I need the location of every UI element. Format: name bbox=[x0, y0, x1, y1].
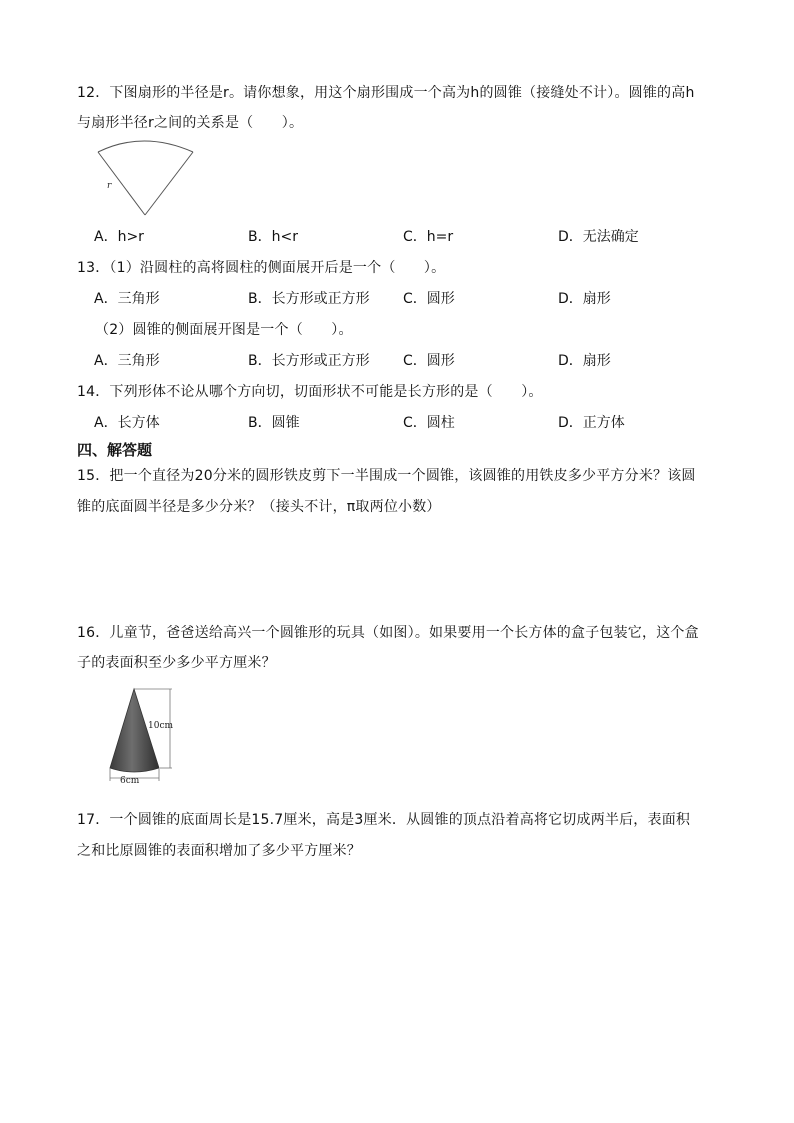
q13-part2-option-d: D．扇形 bbox=[558, 353, 611, 369]
section-heading: 四、解答题 bbox=[77, 441, 153, 459]
q13-part2-text: （2）圆锥的侧面展开图是一个（ ）。 bbox=[95, 322, 353, 338]
q15-text-line1: 15．把一个直径为20分米的圆形铁皮剪下一半围成一个圆锥，该圆锥的用铁皮多少平方分米？该圆 bbox=[77, 468, 696, 484]
q14-option-d: D．正方体 bbox=[558, 415, 625, 431]
q13-part2-option-a: A．三角形 bbox=[94, 353, 160, 369]
q13-part1-option-c: C．圆形 bbox=[403, 291, 455, 307]
q14-option-a: A．长方体 bbox=[94, 415, 160, 431]
q14-option-b: B．圆锥 bbox=[248, 415, 300, 431]
q13-part2-option-b: B．长方形或正方形 bbox=[248, 353, 370, 369]
q12-text-line1: 12．下图扇形的半径是r。请你想象，用这个扇形围成一个高为h的圆锥（接缝处不计）。圆锥的高h bbox=[77, 85, 695, 101]
q17-text-line1: 17．一个圆锥的底面周长是15.7厘米，高是3厘米．从圆锥的顶点沿着高将它切成两半后，表面积 bbox=[77, 812, 691, 828]
sector-arc bbox=[98, 141, 193, 152]
q13-part1-option-b: B．长方形或正方形 bbox=[248, 291, 370, 307]
q16-text-line1: 16．儿童节，爸爸送给高兴一个圆锥形的玩具（如图）。如果要用一个长方体的盒子包装它，这个盒 bbox=[77, 625, 699, 641]
q13-part1-option-a: A．三角形 bbox=[94, 291, 160, 307]
q15-text-line2: 锥的底面圆半径是多少分米？（接头不计，π取两位小数） bbox=[77, 499, 441, 515]
cone-height-label: 10cm bbox=[148, 721, 174, 731]
q12-option-d: D．无法确定 bbox=[558, 229, 639, 245]
cone-figure bbox=[104, 686, 194, 784]
q12-option-b: B．h<r bbox=[248, 229, 298, 245]
cone-base-label: 6cm bbox=[120, 776, 140, 786]
q12-option-c: C．h=r bbox=[403, 229, 454, 245]
q12-text-line2: 与扇形半径r之间的关系是（ ）。 bbox=[77, 115, 304, 131]
sector-radius-left bbox=[98, 152, 145, 215]
q13-part1-text: 13．（1）沿圆柱的高将圆柱的侧面展开后是一个（ ）。 bbox=[77, 260, 446, 276]
q13-part2-option-c: C．圆形 bbox=[403, 353, 455, 369]
sector-radius-label: r bbox=[107, 181, 112, 191]
q17-text-line2: 之和比原圆锥的表面积增加了多少平方厘米？ bbox=[77, 843, 361, 859]
q14-text: 14．下列形体不论从哪个方向切，切面形状不可能是长方形的是（ ）。 bbox=[77, 384, 543, 400]
q13-part1-option-d: D．扇形 bbox=[558, 291, 611, 307]
sector-radius-right bbox=[145, 152, 193, 215]
sector-figure bbox=[93, 138, 203, 218]
q12-option-a: A．h>r bbox=[94, 229, 144, 245]
q16-text-line2: 子的表面积至少多少平方厘米？ bbox=[77, 655, 276, 671]
q14-option-c: C．圆柱 bbox=[403, 415, 455, 431]
